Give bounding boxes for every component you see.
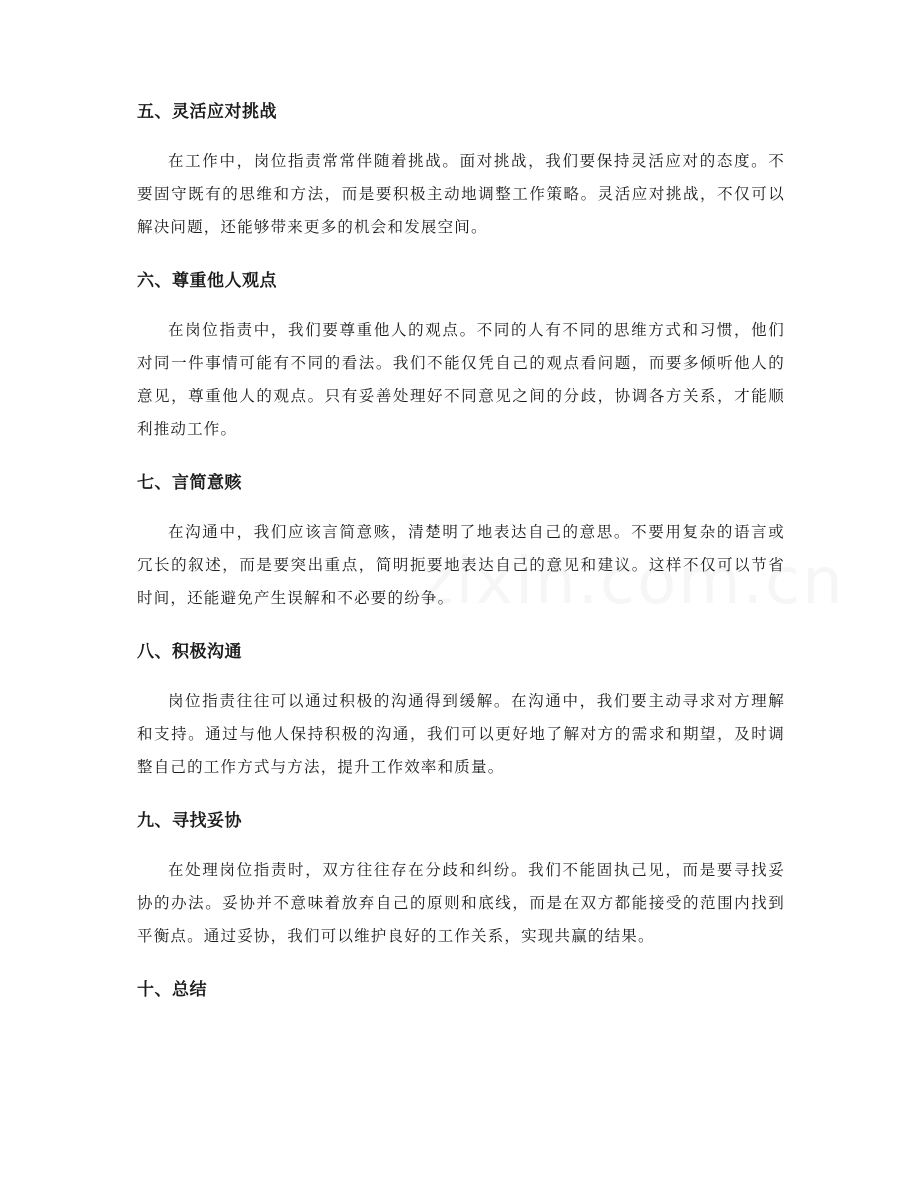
section-paragraph: 在工作中，岗位指责常常伴随着挑战。面对挑战，我们要保持灵活应对的态度。不要固守既有的思维和方法，而是要积极主动地调整工作策略。灵活应对挑战，不仅可以解决问题，还能够带来更多的机会和发展空间。 [137, 152, 785, 236]
section-7 [137, 471, 785, 615]
section-paragraph: 在沟通中，我们应该言简意赅，清楚明了地表达自己的意思。不要用复杂的语言或冗长的叙述，而是要突出重点，简明扼要地表达自己的意见和建议。这样不仅可以节省时间，还能避免产生误解和不必要的纷争。 [137, 523, 785, 607]
section-9 [137, 809, 785, 953]
section-5 [137, 100, 785, 244]
section-heading: 八、积极沟通 [137, 642, 242, 662]
section-heading: 五、灵活应对挑战 [137, 102, 277, 122]
section-paragraph: 在岗位指责中，我们要尊重他人的观点。不同的人有不同的思维方式和习惯，他们对同一件事情可能有不同的看法。我们不能仅凭自己的观点看问题，而要多倾听他人的意见，尊重他人的观点。只有妥善处理好不同意见之间的分歧，协调各方关系，才能顺利推动工作。 [137, 321, 785, 438]
section-paragraph: 岗位指责往往可以通过积极的沟通得到缓解。在沟通中，我们要主动寻求对方理解和支持。通过与他人保持积极的沟通，我们可以更好地了解对方的需求和期望，及时调整自己的工作方式与方法，提升工作效率和质量。 [137, 692, 785, 776]
section-10 [137, 978, 785, 1002]
document-content [137, 100, 785, 1023]
section-8 [137, 640, 785, 784]
section-heading: 七、言简意赅 [137, 473, 242, 493]
section-6 [137, 269, 785, 446]
section-paragraph: 在处理岗位指责时，双方往往存在分歧和纠纷。我们不能固执己见，而是要寻找妥协的办法。妥协并不意味着放弃自己的原则和底线，而是在双方都能接受的范围内找到平衡点。通过妥协，我们可以维护良好的工作关系，实现共赢的结果。 [137, 861, 785, 945]
section-heading: 十、总结 [137, 980, 207, 1000]
section-heading: 九、寻找妥协 [137, 811, 242, 831]
section-heading: 六、尊重他人观点 [137, 271, 277, 291]
